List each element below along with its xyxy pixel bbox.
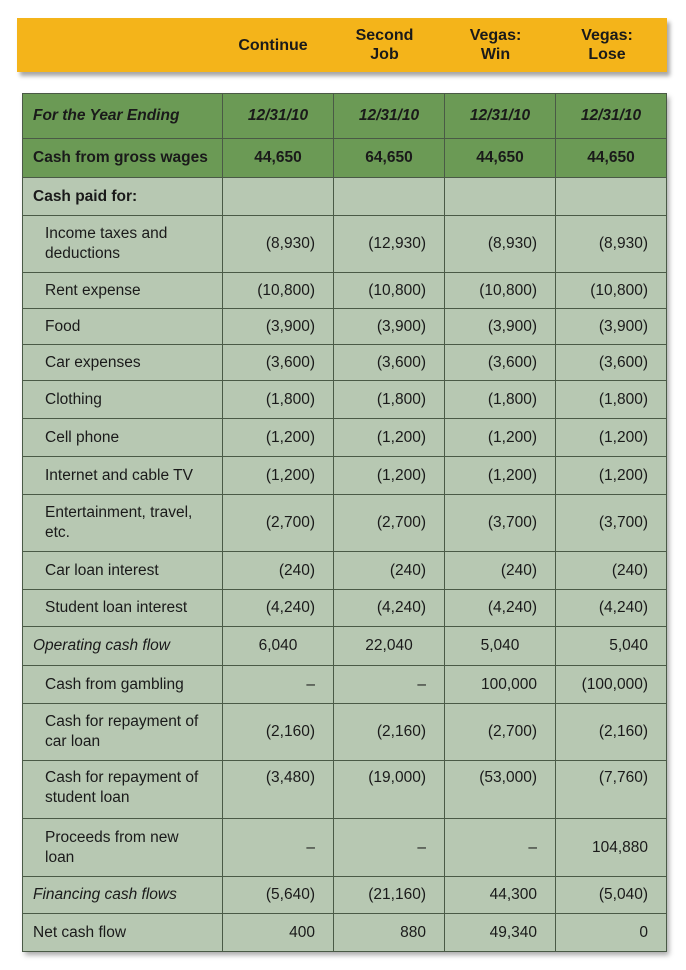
table-row bbox=[23, 761, 667, 819]
financing-cash-flows-row bbox=[23, 877, 667, 914]
row-value: (1,200) bbox=[556, 419, 667, 457]
row-value: (1,800) bbox=[445, 381, 556, 419]
wages-value: 44,650 bbox=[223, 139, 334, 178]
row-value: (3,600) bbox=[334, 345, 445, 381]
row-value: (4,240) bbox=[445, 590, 556, 627]
row-value: – bbox=[334, 666, 445, 704]
row-value: – bbox=[223, 666, 334, 704]
net-value: 0 bbox=[556, 914, 667, 952]
financing-value: (5,040) bbox=[556, 877, 667, 914]
operating-value: 6,040 bbox=[223, 627, 334, 666]
row-label: Clothing bbox=[23, 381, 223, 419]
row-label: Cell phone bbox=[23, 419, 223, 457]
row-value: (240) bbox=[445, 552, 556, 590]
row-label: Proceeds from new loan bbox=[23, 819, 223, 877]
row-value: (2,700) bbox=[334, 495, 445, 552]
row-value: (4,240) bbox=[556, 590, 667, 627]
period-value: 12/31/10 bbox=[556, 94, 667, 139]
row-value: (10,800) bbox=[223, 273, 334, 309]
period-value: 12/31/10 bbox=[223, 94, 334, 139]
row-value: (3,600) bbox=[223, 345, 334, 381]
period-value: 12/31/10 bbox=[334, 94, 445, 139]
table-row bbox=[23, 273, 667, 309]
row-label: Food bbox=[23, 309, 223, 345]
row-value: (3,700) bbox=[445, 495, 556, 552]
table-row bbox=[23, 457, 667, 495]
column-header-continue: Continue bbox=[238, 36, 308, 54]
row-value: (2,700) bbox=[223, 495, 334, 552]
operating-value: 5,040 bbox=[556, 627, 667, 666]
row-value: (1,200) bbox=[445, 457, 556, 495]
row-label: Car loan interest bbox=[23, 552, 223, 590]
wages-value: 44,650 bbox=[445, 139, 556, 178]
row-value: (1,200) bbox=[334, 457, 445, 495]
row-value: (1,800) bbox=[334, 381, 445, 419]
row-value: 104,880 bbox=[556, 819, 667, 877]
section-label: Cash paid for: bbox=[23, 178, 223, 216]
financing-value: 44,300 bbox=[445, 877, 556, 914]
row-label: Income taxes and deductions bbox=[23, 216, 223, 273]
financing-label: Financing cash flows bbox=[23, 877, 223, 914]
row-value: (1,200) bbox=[556, 457, 667, 495]
row-value: (19,000) bbox=[334, 761, 445, 819]
row-value: (1,200) bbox=[334, 419, 445, 457]
row-value: (1,200) bbox=[223, 419, 334, 457]
row-value: (1,800) bbox=[556, 381, 667, 419]
row-value: (240) bbox=[556, 552, 667, 590]
row-value: (53,000) bbox=[445, 761, 556, 819]
net-value: 49,340 bbox=[445, 914, 556, 952]
table-row bbox=[23, 345, 667, 381]
net-label: Net cash flow bbox=[23, 914, 223, 952]
row-value: – bbox=[223, 819, 334, 877]
table-row bbox=[23, 666, 667, 704]
row-label: Cash from gambling bbox=[23, 666, 223, 704]
section-header-row bbox=[23, 178, 667, 216]
row-value: (1,200) bbox=[445, 419, 556, 457]
row-value: 100,000 bbox=[445, 666, 556, 704]
row-value: (2,160) bbox=[556, 704, 667, 761]
row-value: (8,930) bbox=[445, 216, 556, 273]
row-value: (3,480) bbox=[223, 761, 334, 819]
column-header-second-job: Second Job bbox=[355, 27, 414, 63]
row-value: (3,600) bbox=[556, 345, 667, 381]
row-value: (10,800) bbox=[334, 273, 445, 309]
table-row bbox=[23, 309, 667, 345]
financing-value: (21,160) bbox=[334, 877, 445, 914]
row-value: (1,800) bbox=[223, 381, 334, 419]
wages-value: 64,650 bbox=[334, 139, 445, 178]
row-value: (3,900) bbox=[556, 309, 667, 345]
row-label: Cash for repayment of student loan bbox=[23, 761, 223, 819]
operating-label: Operating cash flow bbox=[23, 627, 223, 666]
row-value: (3,900) bbox=[334, 309, 445, 345]
table-row bbox=[23, 419, 667, 457]
operating-cash-flow-row bbox=[23, 627, 667, 666]
net-cash-flow-row bbox=[23, 914, 667, 952]
row-value: (2,160) bbox=[223, 704, 334, 761]
period-row bbox=[23, 94, 667, 139]
row-label: Cash for repayment of car loan bbox=[23, 704, 223, 761]
row-value: (8,930) bbox=[556, 216, 667, 273]
row-value: (12,930) bbox=[334, 216, 445, 273]
row-label: Internet and cable TV bbox=[23, 457, 223, 495]
column-header-vegas-win: Vegas: Win bbox=[469, 27, 522, 63]
cash-flow-table bbox=[22, 93, 666, 951]
table-row bbox=[23, 216, 667, 273]
column-header-band bbox=[17, 18, 667, 72]
row-label: Car expenses bbox=[23, 345, 223, 381]
row-value: (1,200) bbox=[223, 457, 334, 495]
row-value: – bbox=[445, 819, 556, 877]
row-value: (3,600) bbox=[445, 345, 556, 381]
period-label: For the Year Ending bbox=[23, 94, 223, 139]
row-value: (2,700) bbox=[445, 704, 556, 761]
net-value: 880 bbox=[334, 914, 445, 952]
row-label: Student loan interest bbox=[23, 590, 223, 627]
operating-value: 22,040 bbox=[334, 627, 445, 666]
row-label: Entertainment, travel, etc. bbox=[23, 495, 223, 552]
wages-row bbox=[23, 139, 667, 178]
row-value: (8,930) bbox=[223, 216, 334, 273]
row-value: (7,760) bbox=[556, 761, 667, 819]
table-row bbox=[23, 819, 667, 877]
row-value: (100,000) bbox=[556, 666, 667, 704]
row-value: (240) bbox=[334, 552, 445, 590]
net-value: 400 bbox=[223, 914, 334, 952]
table-row bbox=[23, 381, 667, 419]
row-value: (240) bbox=[223, 552, 334, 590]
table-row bbox=[23, 552, 667, 590]
table-row bbox=[23, 704, 667, 761]
row-value: (3,900) bbox=[445, 309, 556, 345]
row-value: (10,800) bbox=[445, 273, 556, 309]
row-value: (4,240) bbox=[334, 590, 445, 627]
row-value: (10,800) bbox=[556, 273, 667, 309]
wages-label: Cash from gross wages bbox=[23, 139, 223, 178]
financing-value: (5,640) bbox=[223, 877, 334, 914]
row-value: (4,240) bbox=[223, 590, 334, 627]
table-row bbox=[23, 495, 667, 552]
wages-value: 44,650 bbox=[556, 139, 667, 178]
row-value: (3,900) bbox=[223, 309, 334, 345]
row-label: Rent expense bbox=[23, 273, 223, 309]
row-value: (3,700) bbox=[556, 495, 667, 552]
column-header-vegas-lose: Vegas: Lose bbox=[581, 27, 633, 63]
period-value: 12/31/10 bbox=[445, 94, 556, 139]
row-value: – bbox=[334, 819, 445, 877]
operating-value: 5,040 bbox=[445, 627, 556, 666]
row-value: (2,160) bbox=[334, 704, 445, 761]
table-row bbox=[23, 590, 667, 627]
